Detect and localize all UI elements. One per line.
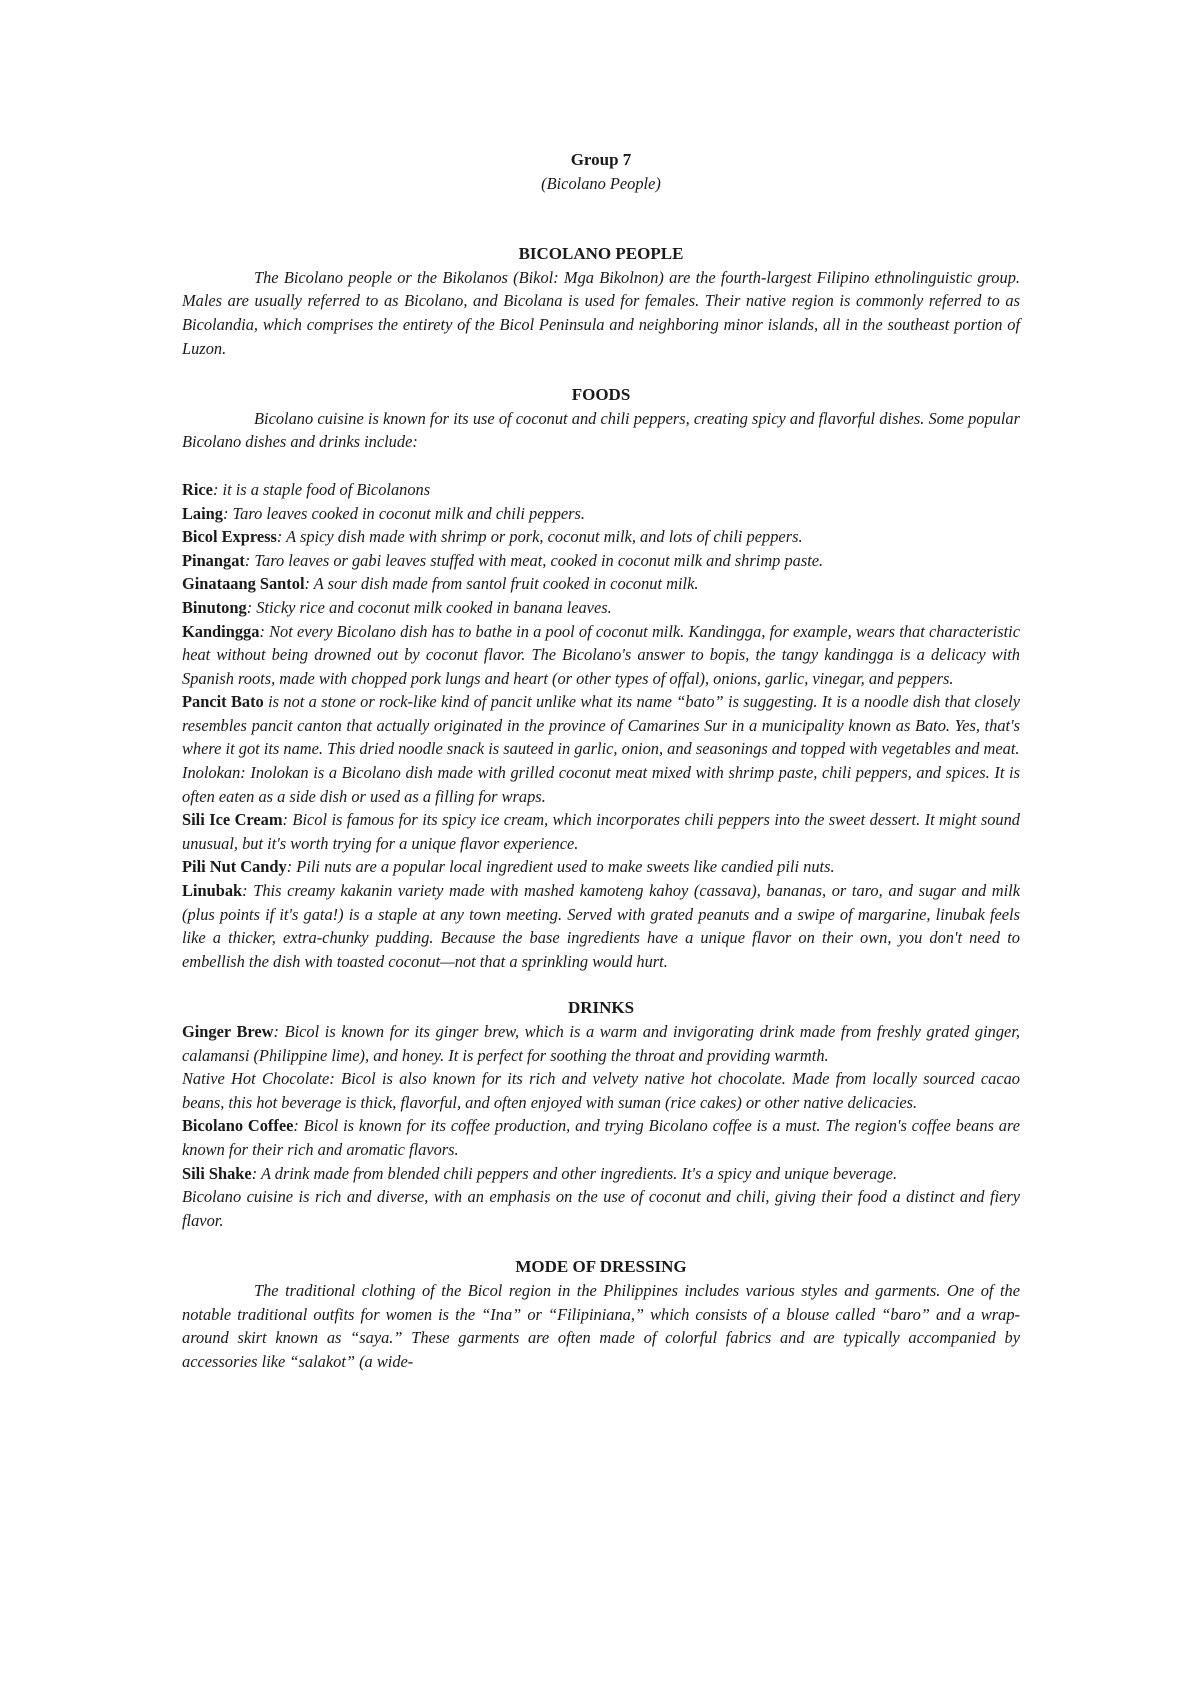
drink-item <box>182 1114 1020 1161</box>
food-item-name: Sili Ice Cream <box>182 810 283 830</box>
drink-item <box>182 1162 1020 1186</box>
food-item-desc: : Taro leaves cooked in coconut milk and chili peppers. <box>223 503 586 523</box>
food-item-desc: : This creamy kakanin variety made with mashed kamoteng kahoy (cassava), bananas, or taro, and sugar and milk (plus points if it's gata!) is a staple at any town meeting. Served with grated peanuts and a swipe of margarine, linubak feels like a thicker, extra-chunky pudding. Because the base ingredients have a unique flavor on their own, you don't need to embellish the dish with toasted coconut—not that a sprinkling would hurt. <box>182 881 1020 971</box>
document-title: Group 7 <box>570 150 632 169</box>
food-item <box>182 478 1020 502</box>
food-item <box>182 761 1020 808</box>
drink-item <box>182 1067 1020 1114</box>
food-item-name: Kandingga <box>182 621 260 641</box>
drink-item-name: Bicolano Coffee <box>182 1116 294 1136</box>
food-item-name: Laing <box>182 503 223 523</box>
drink-item <box>182 1185 1020 1232</box>
food-item <box>182 855 1020 879</box>
food-item <box>182 808 1020 855</box>
drink-item <box>182 1020 1020 1067</box>
heading-drinks: DRINKS <box>567 998 635 1018</box>
food-item-desc: : Pili nuts are a popular local ingredient used to make sweets like candied pili nuts. <box>286 857 835 877</box>
document-subtitle: (Bicolano People) <box>541 173 661 193</box>
food-item-desc: is not a stone or rock-like kind of pancit unlike what its name “bato” is suggesting. It is a noodle dish that closely resembles pancit canton that actually originated in the province of Camarines Sur in a municipality known as Bato. Yes, that's where it got its name. This dried noodle snack is sauteed in garlic, onion, and seasonings and topped with vegetables and meat. <box>182 692 1020 759</box>
food-item-desc: : Not every Bicolano dish has to bathe in a pool of coconut milk. Kandingga, for example, wears that characteristic heat without being drowned out by coconut flavor. The Bicolano's answer to bopis, the tangy kandingga is a delicacy with Spanish roots, made with chopped pork lungs and heart (or other types of offal), onions, garlic, vinegar, and peppers. <box>182 621 1020 688</box>
drink-list <box>182 1020 1020 1232</box>
food-item-name: Pinangat <box>182 550 245 570</box>
heading-foods: FOODS <box>571 385 631 405</box>
food-item-name: Rice <box>182 479 213 499</box>
food-item-desc: : A spicy dish made with shrimp or pork, coconut milk, and lots of chili peppers. <box>276 527 803 547</box>
heading-bicolano-people: BICOLANO PEOPLE <box>518 244 684 264</box>
drink-item-desc: : Bicol is known for its coffee production, and trying Bicolano coffee is a must. The region's coffee beans are known for their rich and aromatic flavors. <box>182 1116 1020 1159</box>
food-item <box>182 620 1020 691</box>
document-page <box>182 148 1020 1373</box>
food-item-name: Linubak <box>182 881 243 901</box>
food-item <box>182 549 1020 573</box>
food-item <box>182 879 1020 973</box>
food-item-name: Binutong <box>182 597 247 617</box>
food-item-desc: : A sour dish made from santol fruit cooked in coconut milk. <box>304 574 699 594</box>
food-item-desc: Inolokan: Inolokan is a Bicolano dish made with grilled coconut meat mixed with shrimp paste, chili peppers, and spices. It is often eaten as a side dish or used as a filling for wraps. <box>182 763 1020 806</box>
food-item <box>182 596 1020 620</box>
food-item-name: Bicol Express <box>182 527 277 547</box>
drink-item-desc: Bicolano cuisine is rich and diverse, with an emphasis on the use of coconut and chili, giving their food a distinct and fiery flavor. <box>182 1187 1020 1230</box>
food-item <box>182 572 1020 596</box>
food-item <box>182 525 1020 549</box>
food-item-desc: : it is a staple food of Bicolanons <box>212 479 431 499</box>
food-item-desc: : Bicol is famous for its spicy ice cream, which incorporates chili peppers into the sweet dessert. It might sound unusual, but it's worth trying for a unique flavor experience. <box>182 810 1020 853</box>
drink-item-name: Ginger Brew <box>182 1022 274 1041</box>
food-item-name: Ginataang Santol <box>182 574 305 594</box>
drink-item-desc: Native Hot Chocolate: Bicol is also known for its rich and velvety native hot chocolate. Made from locally sourced cacao beans, this hot beverage is thick, flavorful, and often enjoyed with suman (rice cakes) or other native delicacies. <box>182 1069 1020 1112</box>
heading-mode-of-dressing: MODE OF DRESSING <box>515 1257 687 1277</box>
food-list <box>182 478 1020 973</box>
paragraph-bicolano-people: The Bicolano people or the Bikolanos (Bikol: Mga Bikolnon) are the fourth-largest Filipino ethnolinguistic group. Males are usually referred to as Bicolano, and Bicolana is used for females. Their native region is commonly referred to as Bicolandia, which comprises the entirety of the Bicol Peninsula and neighboring minor islands, all in the southeast portion of Luzon. <box>182 267 1020 358</box>
paragraph-foods-intro: Bicolano cuisine is known for its use of coconut and chili peppers, creating spicy and flavorful dishes. Some popular Bicolano dishes and drinks include: <box>182 408 1020 452</box>
paragraph-mode-of-dressing: The traditional clothing of the Bicol region in the Philippines includes various styles and garments. One of the notable traditional outfits for women is the “Ina” or “Filipiniana,” which consists of a blouse called “baro” and a wrap-around skirt known as “saya.” These garments are often made of colorful fabrics and are typically accompanied by accessories like “salakot” (a wide- <box>182 1280 1020 1371</box>
drink-item-desc: : Bicol is known for its ginger brew, which is a warm and invigorating drink made from freshly grated ginger, calamansi (Philippine lime), and honey. It is perfect for soothing the throat and providing warmth. <box>182 1022 1020 1065</box>
food-item <box>182 502 1020 526</box>
food-item-name: Pancit Bato <box>182 692 264 712</box>
drink-item-name: Sili Shake <box>182 1163 252 1183</box>
food-item-desc: : Sticky rice and coconut milk cooked in banana leaves. <box>246 597 612 617</box>
food-item <box>182 690 1020 761</box>
food-item-name: Pili Nut Candy <box>182 857 287 877</box>
drink-item-desc: : A drink made from blended chili peppers and other ingredients. It's a spicy and unique beverage. <box>251 1163 898 1183</box>
food-item-desc: : Taro leaves or gabi leaves stuffed with meat, cooked in coconut milk and shrimp paste. <box>244 550 824 570</box>
